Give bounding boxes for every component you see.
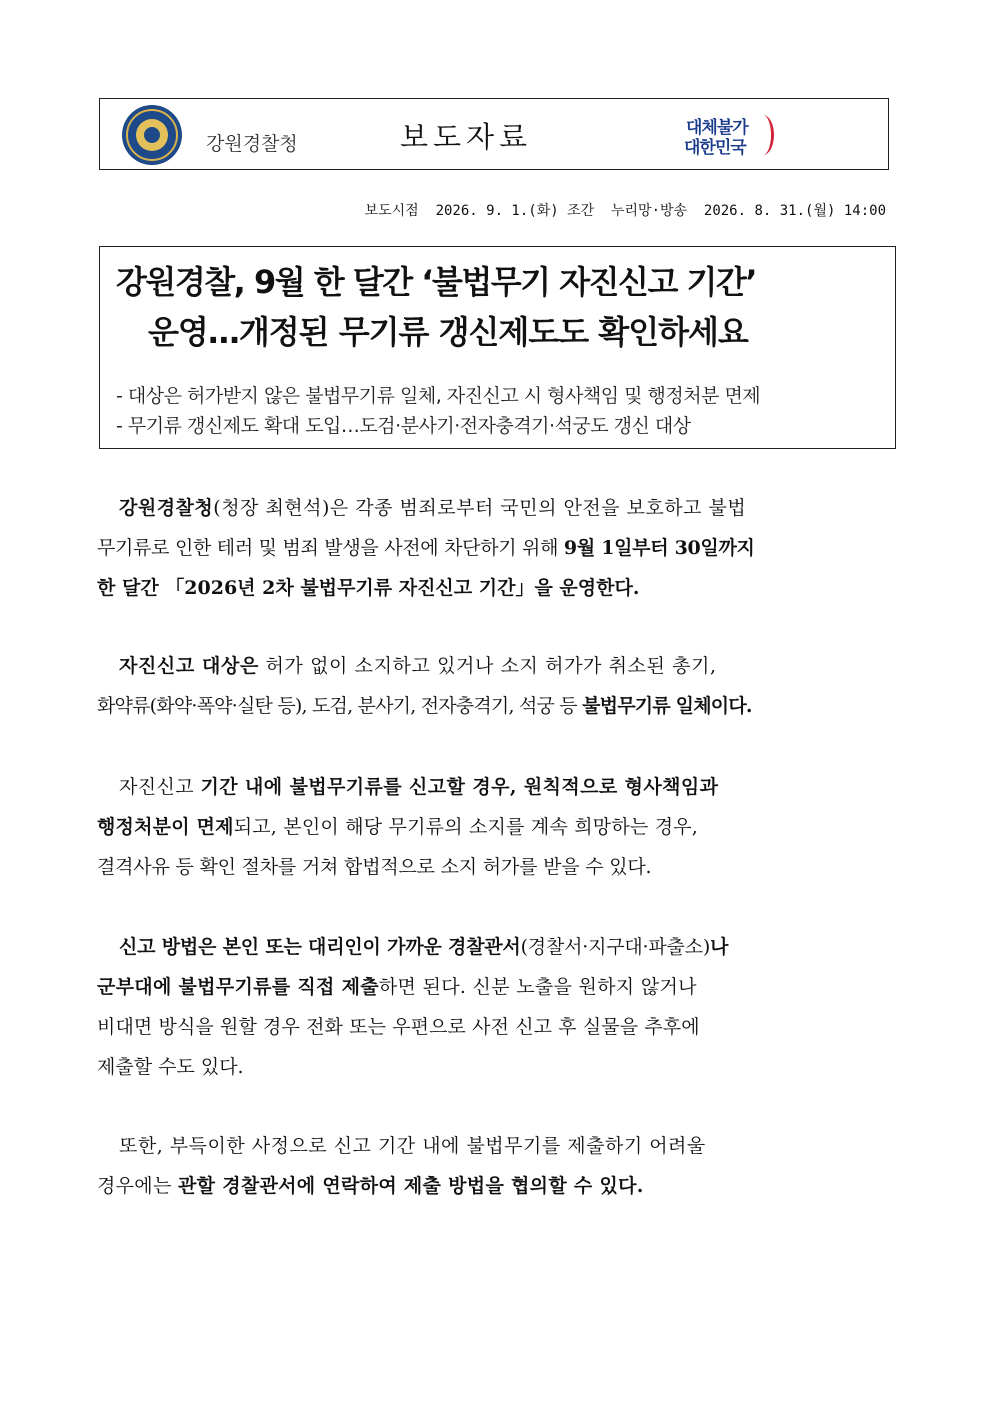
text: 결격사유 등 확인 절차를 거쳐 합법적으로 소지 허가를 받을 수 있다. [97,856,652,878]
headline-box [99,246,896,449]
text: 하면 된다. 신분 노출을 원하지 않거나 [378,976,697,998]
text: (청장 최현석)은 각종 범죄로부터 국민의 안전을 보호하고 불법 [213,497,747,519]
slogan-line1: 대체불가 [686,118,748,138]
text-bold: 행정처분이 면제 [97,816,234,838]
text: 비대면 방식을 원할 경우 전화 또는 우편으로 사전 신고 후 실물을 추후에 [97,1016,700,1038]
header-box [99,98,889,170]
text: 또한, 부득이한 사정으로 신고 기간 내에 불법무기를 제출하기 어려울 [119,1135,706,1157]
text-bold: 강원경찰청 [119,497,214,519]
text: 경우에는 [97,1175,178,1197]
text: 무기류로 인한 테러 및 범죄 발생을 사전에 차단하기 위해 [97,537,564,559]
text-bold: 자진신고 대상은 [119,655,259,677]
text-bold: 불법무기류 일체이다. [582,695,752,717]
text-bold: 한 달간 「2026년 2차 불법무기류 자진신고 기간」을 운영한다. [97,577,640,599]
text: 허가 없이 소지하고 있거나 소지 허가가 취소된 총기, [258,655,717,677]
agency-name: 강원경찰청 [206,133,298,155]
text: 제출할 수도 있다. [97,1056,244,1078]
paragraph-3 [97,767,897,887]
document-type-title: 보도자료 [400,120,533,154]
headline-line2: 운영…개정된 무기류 갱신제도도 확인하세요 [148,313,748,351]
paragraph-5 [97,1126,897,1206]
slogan-swoosh-icon [752,115,774,155]
text-bold: 9월 1일부터 30일까지 [563,537,755,559]
slogan-logo [684,111,774,161]
release-time: 보도시점 2026. 9. 1.(화) 조간 누리망·방송 2026. 8. 31.(월) 14:00 [364,203,886,219]
slogan-line2: 대한민국 [684,138,746,158]
headline-line1: 강원경찰, 9월 한 달간 ‘불법무기 자진신고 기간’ [116,263,756,301]
subheadline-1: - 대상은 허가받지 않은 불법무기류 일체, 자진신고 시 형사책임 및 행정처분 면제 [116,385,761,407]
paragraph-2 [97,646,897,726]
text-bold: 군부대에 불법무기류를 직접 제출 [97,976,379,998]
paragraph-1 [97,488,897,608]
text: 되고, 본인이 해당 무기류의 소지를 계속 희망하는 경우, [233,816,699,838]
text-bold: 신고 방법은 본인 또는 대리인이 가까운 경찰관서 [119,936,521,958]
text: (경찰서·지구대·파출소) [520,936,711,958]
text: 화약류(화약·폭약·실탄 등), 도검, 분사기, 전자충격기, 석궁 등 [97,695,583,717]
police-emblem-icon [122,105,182,165]
text-bold: 기간 내에 불법무기류를 신고할 경우, 원칙적으로 형사책임과 [200,776,719,798]
paragraph-4 [97,927,897,1087]
subheadline-2: - 무기류 갱신제도 확대 도입…도검·분사기·전자충격기·석궁도 갱신 대상 [116,415,691,437]
text: 자진신고 [119,776,201,798]
text-bold: 나 [710,936,729,958]
text-bold: 관할 경찰관서에 연락하여 제출 방법을 협의할 수 있다. [177,1175,644,1197]
